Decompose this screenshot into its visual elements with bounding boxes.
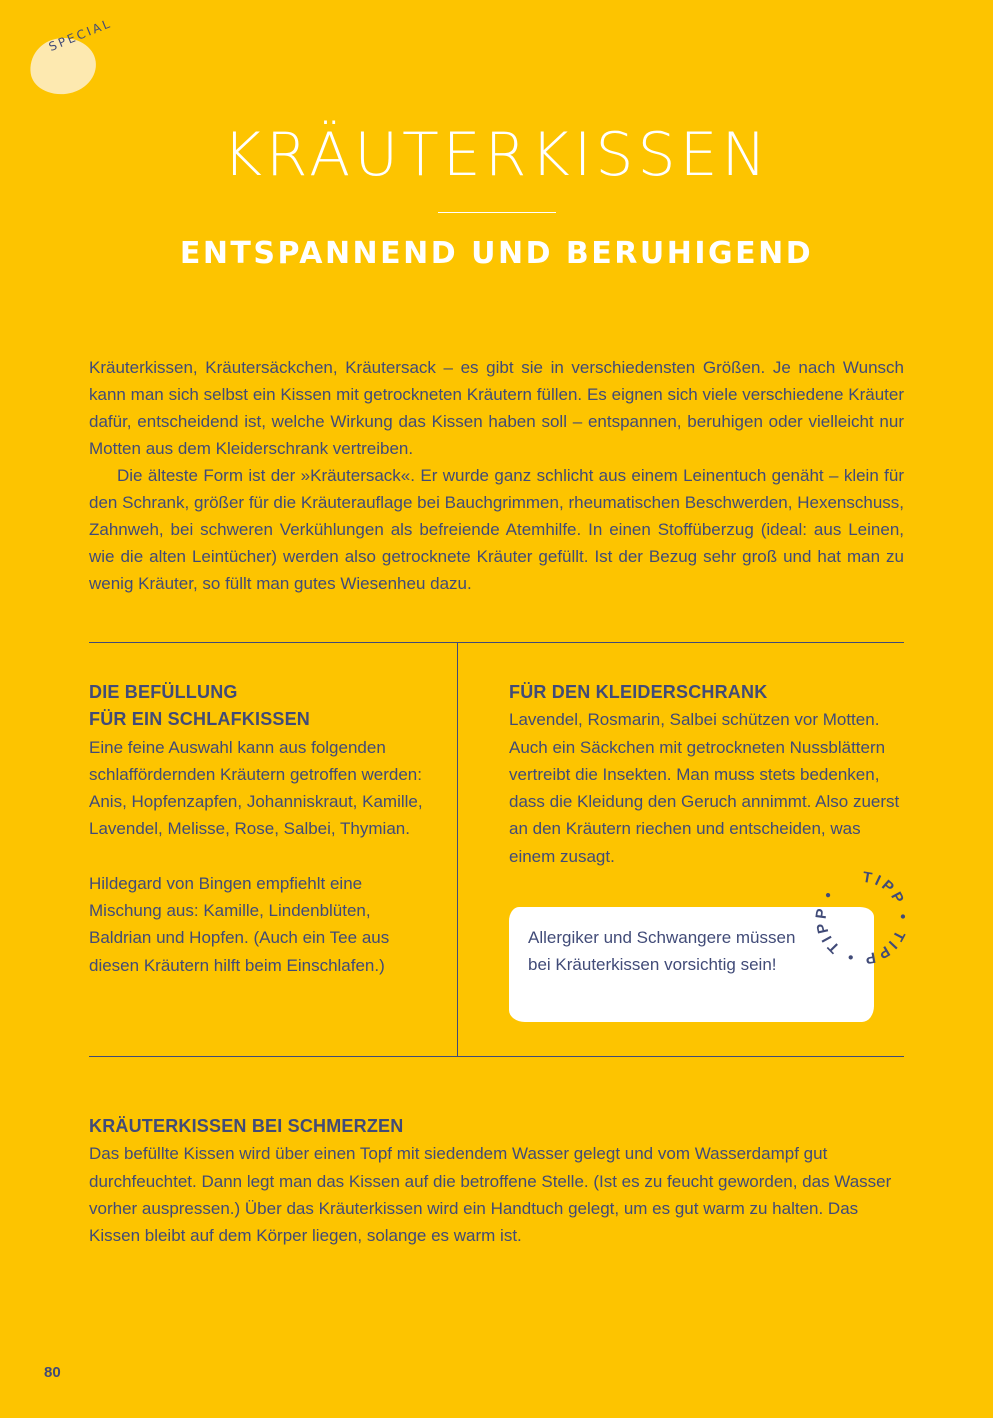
pain-section (89, 1113, 904, 1249)
title-divider (438, 212, 556, 213)
filling-heading-line2: FÜR EIN SCHLAFKISSEN (89, 709, 311, 730)
section-divider-top (89, 642, 904, 643)
filling-heading (89, 679, 434, 734)
page-number: 80 (44, 1364, 61, 1381)
column-divider (457, 643, 458, 1056)
filling-paragraph-2: Hildegard von Bingen empfiehlt eine Mischung aus: Kamille, Lindenblüten, Baldrian und Hopfen. (Auch ein Tee aus diesen Kräutern hilft beim Einschlafen.) (89, 873, 390, 975)
tip-stamp-icon (800, 866, 920, 976)
section-divider-bottom (89, 1056, 904, 1057)
page-title: KRÄUTERKISSEN (222, 120, 771, 190)
wardrobe-heading: FÜR DEN KLEIDERSCHRANK (509, 682, 768, 702)
wardrobe-paragraph: Lavendel, Rosmarin, Salbei schützen vor Motten. Auch ein Säckchen mit getrockneten Nussblättern vertreibt die Insekten. Man muss stets bedenken, dass die Kleidung den Geruch annimmt. Also zuerst an den Kräutern riechen und entscheiden, was einem zusagt. (509, 710, 900, 866)
pain-heading: KRÄUTERKISSEN BEI SCHMERZEN (89, 1116, 404, 1136)
wardrobe-section (509, 679, 904, 870)
pain-paragraph: Das befüllte Kissen wird über einen Topf mit siedendem Wasser gelegt und vom Wasserdampf gut durchfeuchtet. Dann legt man das Kissen auf die betroffene Stelle. (Ist es zu feucht geworden, das Wasser vorher auspressen.) Über das Kräuterkissen wird ein Handtuch gelegt, um es gut warm zu halten. Das Kissen bleibt auf dem Körper liegen, solange es warm ist. (89, 1144, 892, 1246)
intro-text (89, 354, 904, 597)
filling-heading-line1: DIE BEFÜLLUNG (89, 682, 238, 702)
filling-section (89, 679, 434, 979)
svg-text:TIPP • TIPP • TIPP • (813, 869, 911, 968)
intro-paragraph-2: Die älteste Form ist der »Kräutersack«. Er wurde ganz schlicht aus einem Leinentuch genäht – klein für den Schrank, größer für die Kräuterauflage bei Bauchgrimmen, rheumatischen Beschwerden, Hexenschuss, Zahnweh, bei schweren Verkühlungen als befreiende Atemhilfe. In einen Stoffüberzug (ideal: aus Leinen, wie die alten Leintücher) werden also getrocknete Kräuter gefüllt. Ist der Bezug sehr groß und hat man zu wenig Kräuter, so füllt man gutes Wiesenheu dazu. (89, 466, 904, 593)
intro-paragraph-1: Kräuterkissen, Kräutersäckchen, Kräutersack – es gibt sie in verschiedensten Größen. Je nach Wunsch kann man sich selbst ein Kissen mit getrockneten Kräutern füllen. Es eignen sich viele verschiedene Kräuter dafür, entscheidend ist, welche Wirkung das Kissen haben soll – entspannen, beruhigen oder vielleicht nur Motten aus dem Kleiderschrank vertreiben. (89, 358, 904, 458)
tip-stamp-text: TIPP • TIPP • TIPP • (812, 868, 912, 968)
tip-text: Allergiker und Schwangere müssen bei Kräuterkissen vorsichtig sein! (528, 928, 796, 975)
page-subtitle: ENTSPANNEND UND BERUHIGEND (179, 236, 814, 271)
special-badge-label: SPECIAL (46, 16, 114, 55)
filling-paragraph-1: Eine feine Auswahl kann aus folgenden schlaffördernden Kräutern getroffen werden: Anis, Hopfenzapfen, Johanniskraut, Kamille, Lavendel, Melisse, Rose, Salbei, Thymian. (89, 737, 423, 839)
